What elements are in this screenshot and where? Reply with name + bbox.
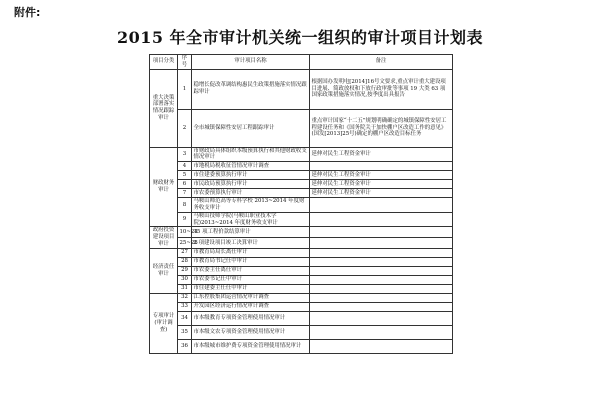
row-number: 30 xyxy=(178,275,192,284)
table-row xyxy=(150,302,453,311)
note-cell xyxy=(310,302,453,311)
note-cell: 重点审计国家“十二五”规划明确确定的城镇保障性安居工程建设任务和《国务院关于加快棚户区改造工作的意见》(国发[2013]25号)确定的棚户区改造目标任务 xyxy=(310,109,453,147)
row-number: 3 xyxy=(178,147,192,162)
note-cell xyxy=(310,248,453,257)
table-row xyxy=(150,311,453,325)
table-header-row xyxy=(150,55,453,70)
row-number: 33 xyxy=(178,302,192,311)
row-number: 4 xyxy=(178,162,192,171)
page-title: 2015 年全市审计机关统一组织的审计项目计划表 xyxy=(116,28,484,47)
table-row xyxy=(150,266,453,275)
project-name: 稳增长促改革调结构惠民生政策措施落实情况跟踪审计 xyxy=(192,69,310,109)
note-cell xyxy=(310,311,453,325)
note-cell xyxy=(310,227,453,238)
row-number: 34 xyxy=(178,311,192,325)
table-row xyxy=(150,248,453,257)
attachment-label: 附件: xyxy=(14,6,41,19)
project-name: 市住建委预算执行审计 xyxy=(192,171,310,180)
header-name: 审计项目名称 xyxy=(192,55,310,70)
note-cell xyxy=(310,284,453,293)
note-cell xyxy=(310,198,453,213)
project-name: 市农委书记任中审计 xyxy=(192,275,310,284)
project-name: 市农委预算执行审计 xyxy=(192,189,310,198)
project-name: 市财政局具体组织本级预算执行和其他财政收支情况审计 xyxy=(192,147,310,162)
note-cell: 延伸对民生工程资金审计 xyxy=(310,180,453,189)
project-name: 市地税局税收征管情况审计调查 xyxy=(192,162,310,171)
note-cell xyxy=(310,266,453,275)
project-name: 马鞍山技师学院(马鞍山职业技术学院)2013~2014 年度财务收支审计 xyxy=(192,212,310,227)
table-row xyxy=(150,293,453,302)
table-row xyxy=(150,212,453,227)
header-note: 备注 xyxy=(310,55,453,70)
audit-plan-table xyxy=(149,54,453,354)
note-cell xyxy=(310,339,453,353)
row-number: 27 xyxy=(178,248,192,257)
table-body xyxy=(150,69,453,353)
note-cell: 延伸对民生工程资金审计 xyxy=(310,171,453,180)
row-number: 5 xyxy=(178,171,192,180)
project-name: 15 项工程价款结算审计 xyxy=(192,227,310,238)
project-name: 市本级文农专项资金管理使用情况审计 xyxy=(192,325,310,339)
project-name: 市教育局书记任中审计 xyxy=(192,257,310,266)
table-row xyxy=(150,257,453,266)
project-name: 市民政局预算执行审计 xyxy=(192,180,310,189)
row-number: 28 xyxy=(178,257,192,266)
row-number: 29 xyxy=(178,266,192,275)
project-name: 市教育局局长离任审计 xyxy=(192,248,310,257)
category-cell: 政府投资建设项目审计 xyxy=(150,227,178,248)
row-number: 32 xyxy=(178,293,192,302)
project-name: 马鞍山师范高等专科学校 2013~2014 年度财务收支审计 xyxy=(192,198,310,213)
table-row xyxy=(150,284,453,293)
header-no: 序号 xyxy=(178,55,192,70)
project-name: 市农委主任离任审计 xyxy=(192,266,310,275)
table-row xyxy=(150,109,453,147)
note-cell xyxy=(310,238,453,249)
project-name: 开发园区经济运行情况审计调查 xyxy=(192,302,310,311)
row-number: 6 xyxy=(178,180,192,189)
project-name: 全市城镇保障性安居工程跟踪审计 xyxy=(192,109,310,147)
table-row xyxy=(150,171,453,180)
project-name: 2 项建设项目竣工决算审计 xyxy=(192,238,310,249)
category-cell: 重大决策部署落实情况跟踪审计 xyxy=(150,69,178,147)
project-name: 市住建委主任任中审计 xyxy=(192,284,310,293)
table-row xyxy=(150,275,453,284)
note-cell xyxy=(310,212,453,227)
category-cell: 专项审计(审计调查) xyxy=(150,293,178,353)
project-name: 市本级城市维护费专项资金管理使用情况审计 xyxy=(192,339,310,353)
note-cell xyxy=(310,293,453,302)
row-number: 31 xyxy=(178,284,192,293)
note-cell xyxy=(310,257,453,266)
row-number: 9 xyxy=(178,212,192,227)
note-cell: 延伸对民生工程资金审计 xyxy=(310,189,453,198)
note-cell xyxy=(310,162,453,171)
row-number: 10~24 xyxy=(178,227,192,238)
row-number: 1 xyxy=(178,69,192,109)
row-number: 25~26 xyxy=(178,238,192,249)
note-cell xyxy=(310,325,453,339)
table-row xyxy=(150,69,453,109)
row-number: 7 xyxy=(178,189,192,198)
category-cell: 经济责任审计 xyxy=(150,248,178,293)
note-cell: 根据国办发明电[2014]16号文要求,重点审计重大建设项目进展、简政放权和下放行政审批等事项 19 大类 63 项国家政策措施落实情况,按季度出具报告 xyxy=(310,69,453,109)
row-number: 8 xyxy=(178,198,192,213)
table-row xyxy=(150,198,453,213)
note-cell: 延伸对民生工程资金审计 xyxy=(310,147,453,162)
header-category: 项目分类 xyxy=(150,55,178,70)
table-row xyxy=(150,147,453,162)
row-number: 2 xyxy=(178,109,192,147)
row-number: 36 xyxy=(178,339,192,353)
row-number: 35 xyxy=(178,325,192,339)
table-row xyxy=(150,325,453,339)
note-cell xyxy=(310,275,453,284)
table-row xyxy=(150,227,453,238)
project-name: 江东控股集团运营情况审计调查 xyxy=(192,293,310,302)
category-cell: 财政财务审计 xyxy=(150,147,178,227)
table-row xyxy=(150,339,453,353)
table-row xyxy=(150,180,453,189)
table-row xyxy=(150,238,453,249)
table-row xyxy=(150,162,453,171)
table-row xyxy=(150,189,453,198)
project-name: 市本级教育专项资金管理使用情况审计 xyxy=(192,311,310,325)
